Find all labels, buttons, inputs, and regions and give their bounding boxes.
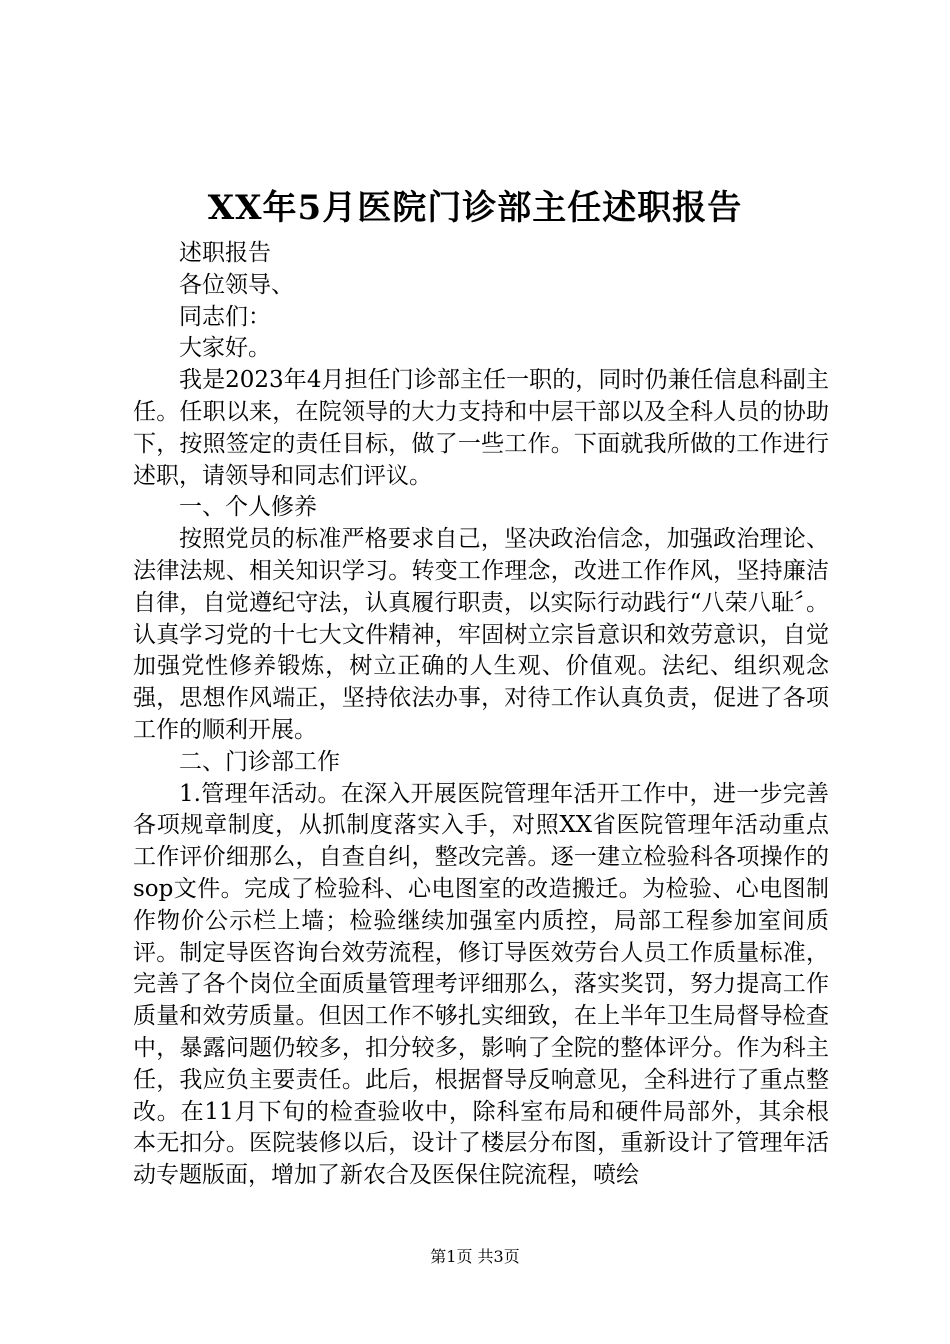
paragraph: 按照党员的标准严格要求自己，坚决政治信念，加强政治理论、法律法规、相关知识学习。转变工作理念，改进工作作风，坚持廉洁自律，自觉遵纪守法，认真履行职责，以实际行动践行“八荣八耻〞。认真学习党的十七大文件精神，牢固树立宗旨意识和效劳意识，自觉加强党性修养锻炼，树立正确的人生观、价值观。法纪、组织观念强，思想作风端正，坚持依法办事，对待工作认真负责，促进了各项工作的顺利开展。 — [133, 526, 829, 743]
paragraph: 大家好。 — [179, 335, 271, 362]
paragraph: 同志们： — [179, 303, 271, 330]
section-heading: 一、个人修养 — [179, 494, 317, 521]
document-title: XX年5月医院门诊部主任述职报告 — [207, 188, 743, 228]
paragraph: 述职报告 — [179, 240, 271, 266]
paragraph: 我是2023年4月担任门诊部主任一职的，同时仍兼任信息科副主任。任职以来，在院领导的大力支持和中层干部以及全科人员的协助下，按照签定的责任目标，做了一些工作。下面就我所做的工作进行述职，请领导和同志们评议。 — [133, 367, 829, 489]
paragraph: 1.管理年活动。在深入开展医院管理年活开工作中，进一步完善各项规章制度，从抓制度落实入手，对照XX省医院管理年活动重点工作评价细那么，自查自纠，整改完善。逐一建立检验科各项操作的sop文件。完成了检验科、心电图室的改造搬迁。为检验、心电图制作物价公示栏上墙；检验继续加强室内质控，局部工程参加室间质评。制定导医咨询台效劳流程，修订导医效劳台人员工作质量标准，完善了各个岗位全面质量管理考评细那么，落实奖罚，努力提高工作质量和效劳质量。但因工作不够扎实细致，在上半年卫生局督导检查中，暴露问题仍较多，扣分较多，影响了全院的整体评分。作为科主任，我应负主要责任。此后，根据督导反响意见，全科进行了重点整改。在11月下旬的检查验收中，除科室布局和硬件局部外，其余根本无扣分。医院装修以后，设计了楼层分布图，重新设计了管理年活动专题版面，增加了新农合及医保住院流程，喷绘 — [133, 780, 829, 1189]
section-heading: 二、门诊部工作 — [179, 748, 340, 775]
page-footer: 第1页 共3页 — [430, 1247, 520, 1266]
paragraph: 各位领导、 — [179, 271, 294, 298]
document-body — [133, 238, 829, 1192]
